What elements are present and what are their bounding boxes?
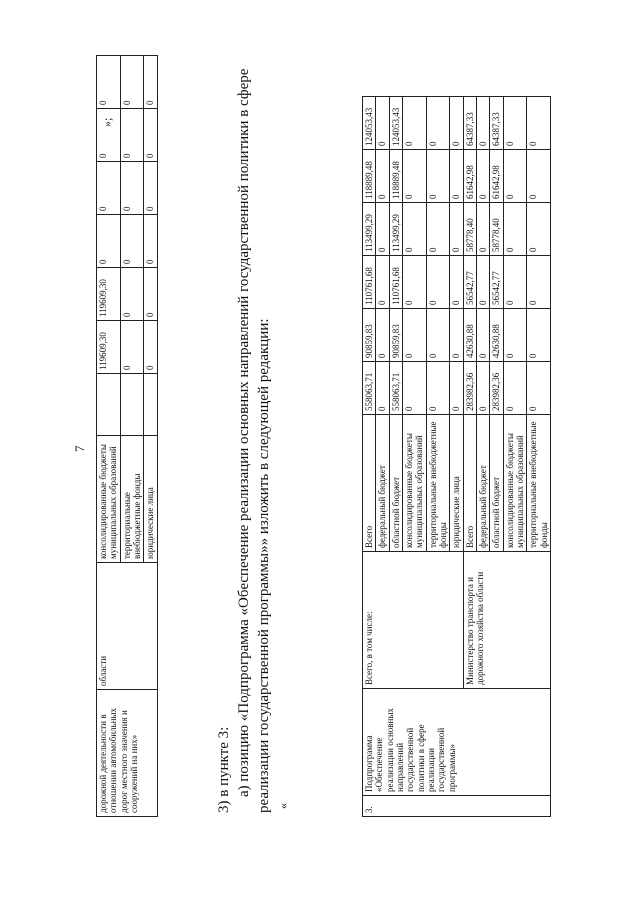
value-cell: 0	[426, 256, 450, 309]
value-cell: 283982,36	[490, 362, 503, 415]
value-cell: 42630,88	[490, 309, 503, 362]
value-cell: 0	[376, 97, 389, 150]
value-cell: 0	[144, 56, 157, 109]
value-cell: 58778,40	[463, 203, 476, 256]
value-cell: 118889,48	[363, 150, 376, 203]
funding-source-cell: федеральный бюджет	[477, 415, 490, 552]
value-cell: 0	[403, 256, 427, 309]
value-cell: 0	[503, 309, 527, 362]
value-cell: 0	[97, 162, 121, 215]
value-cell: 0	[477, 256, 490, 309]
funding-source-cell: Всего	[463, 415, 476, 552]
value-cell: 58778,40	[490, 203, 503, 256]
funding-source-cell: консолидированные бюджеты муниципальных образований	[403, 415, 427, 552]
value-cell: 0	[477, 203, 490, 256]
value-cell: 0	[376, 309, 389, 362]
value-cell: 0	[144, 162, 157, 215]
top-table	[96, 55, 158, 817]
value-cell: 42630,88	[463, 309, 476, 362]
bottom-table	[362, 96, 551, 817]
subprogram-name-cell: Подпрограмма «Обеспечение реализации основных направлений государственной политики в сфере реализации государственной программы»	[363, 689, 551, 796]
total-label-cell: Всего, в том числе:	[363, 552, 464, 689]
value-cell: 0	[426, 97, 450, 150]
table-row	[363, 97, 376, 817]
page-number: 7	[72, 445, 87, 452]
blank-cell	[120, 374, 144, 436]
value-cell: 0	[426, 362, 450, 415]
table-row	[97, 56, 121, 817]
value-cell: 0	[527, 97, 551, 150]
value-cell: 0	[527, 203, 551, 256]
value-cell: 0	[450, 309, 463, 362]
value-cell: 124053,43	[389, 97, 402, 150]
value-cell: 0	[503, 203, 527, 256]
value-cell: 0	[403, 362, 427, 415]
value-cell: 0	[144, 215, 157, 268]
value-cell: 64387,33	[463, 97, 476, 150]
row-number-cell: 3.	[363, 796, 551, 817]
value-cell: 283982,36	[463, 362, 476, 415]
value-cell: 0	[527, 150, 551, 203]
value-cell: 0	[450, 150, 463, 203]
funding-source-cell: территориальные внебюджетные фонды	[426, 415, 450, 552]
value-cell: 0	[426, 150, 450, 203]
value-cell: 110761,68	[363, 256, 376, 309]
value-cell: 90859,83	[389, 309, 402, 362]
value-cell: 0	[503, 150, 527, 203]
value-cell: 0	[120, 56, 144, 109]
value-cell: 0	[477, 362, 490, 415]
value-cell: 110761,68	[389, 256, 402, 309]
funding-source-cell: консолидированные бюджеты муниципальных образований	[97, 436, 121, 563]
value-cell: 0	[97, 56, 121, 109]
value-cell: 0	[426, 309, 450, 362]
value-cell: 0	[503, 256, 527, 309]
ministry-label-cell: Министерство транспорта и дорожного хозяйства области	[463, 552, 550, 689]
blank-cell	[97, 374, 121, 436]
value-cell: 0	[97, 215, 121, 268]
value-cell: 0	[403, 150, 427, 203]
value-cell: 0	[144, 109, 157, 162]
funding-source-cell: юридические лица	[144, 436, 157, 563]
value-cell: 558063,71	[389, 362, 402, 415]
value-cell: 0	[376, 203, 389, 256]
funding-source-cell: территориальные внебюджетные фонды	[527, 415, 551, 552]
value-cell: 61642,98	[463, 150, 476, 203]
value-cell: 0	[477, 97, 490, 150]
item3-text: 3) в пункте 3:	[216, 726, 232, 813]
closing-mark: »;	[100, 117, 114, 127]
value-cell: 0	[403, 97, 427, 150]
open-quote: «	[276, 803, 290, 809]
value-cell: 0	[450, 256, 463, 309]
funding-source-cell: областной бюджет	[490, 415, 503, 552]
value-cell: 0	[450, 203, 463, 256]
funding-source-cell: областной бюджет	[389, 415, 402, 552]
region-cell: области	[97, 563, 158, 690]
funding-source-cell: юридические лица	[450, 415, 463, 552]
funding-source-cell: Всего	[363, 415, 376, 552]
funding-source-cell: консолидированные бюджеты муниципальных образований	[503, 415, 527, 552]
value-cell: 0	[503, 362, 527, 415]
value-cell: 0	[527, 362, 551, 415]
value-cell: 0	[376, 362, 389, 415]
road-activity-cell: дорожной деятельности в отношении автомобильных дорог местного значения и сооружений на них»	[97, 690, 158, 817]
blank-cell	[144, 374, 157, 436]
value-cell: 0	[97, 109, 121, 162]
value-cell: 119609,30	[97, 268, 121, 321]
value-cell: 558063,71	[363, 362, 376, 415]
value-cell: 0	[527, 309, 551, 362]
value-cell: 0	[450, 97, 463, 150]
value-cell: 0	[503, 97, 527, 150]
value-cell: 0	[120, 162, 144, 215]
value-cell: 0	[120, 109, 144, 162]
value-cell: 124053,43	[363, 97, 376, 150]
value-cell: 0	[426, 203, 450, 256]
value-cell: 0	[376, 256, 389, 309]
value-cell: 61642,98	[490, 150, 503, 203]
value-cell: 64387,33	[490, 97, 503, 150]
value-cell: 0	[527, 256, 551, 309]
value-cell: 0	[144, 268, 157, 321]
value-cell: 118889,48	[389, 150, 402, 203]
value-cell: 56542,77	[490, 256, 503, 309]
value-cell: 113499,29	[363, 203, 376, 256]
paragraph-line-a: а) позицию «Подпрограмма «Обеспечение реализации основных направлений государственной политики в сфере	[236, 68, 252, 797]
value-cell: 0	[120, 321, 144, 374]
paragraph-line-b: реализации государственной программы»» изложить в следующей редакции:	[256, 318, 272, 813]
value-cell: 0	[477, 150, 490, 203]
value-cell: 0	[144, 321, 157, 374]
value-cell: 113499,29	[389, 203, 402, 256]
funding-source-cell: федеральный бюджет	[376, 415, 389, 552]
value-cell: 0	[450, 362, 463, 415]
value-cell: 0	[120, 268, 144, 321]
value-cell: 0	[120, 215, 144, 268]
value-cell: 0	[376, 150, 389, 203]
value-cell: 119609,30	[97, 321, 121, 374]
value-cell: 90859,83	[363, 309, 376, 362]
value-cell: 56542,77	[463, 256, 476, 309]
value-cell: 0	[403, 203, 427, 256]
funding-source-cell: территориальные внебюджетные фонды	[120, 436, 144, 563]
value-cell: 0	[477, 309, 490, 362]
value-cell: 0	[403, 309, 427, 362]
